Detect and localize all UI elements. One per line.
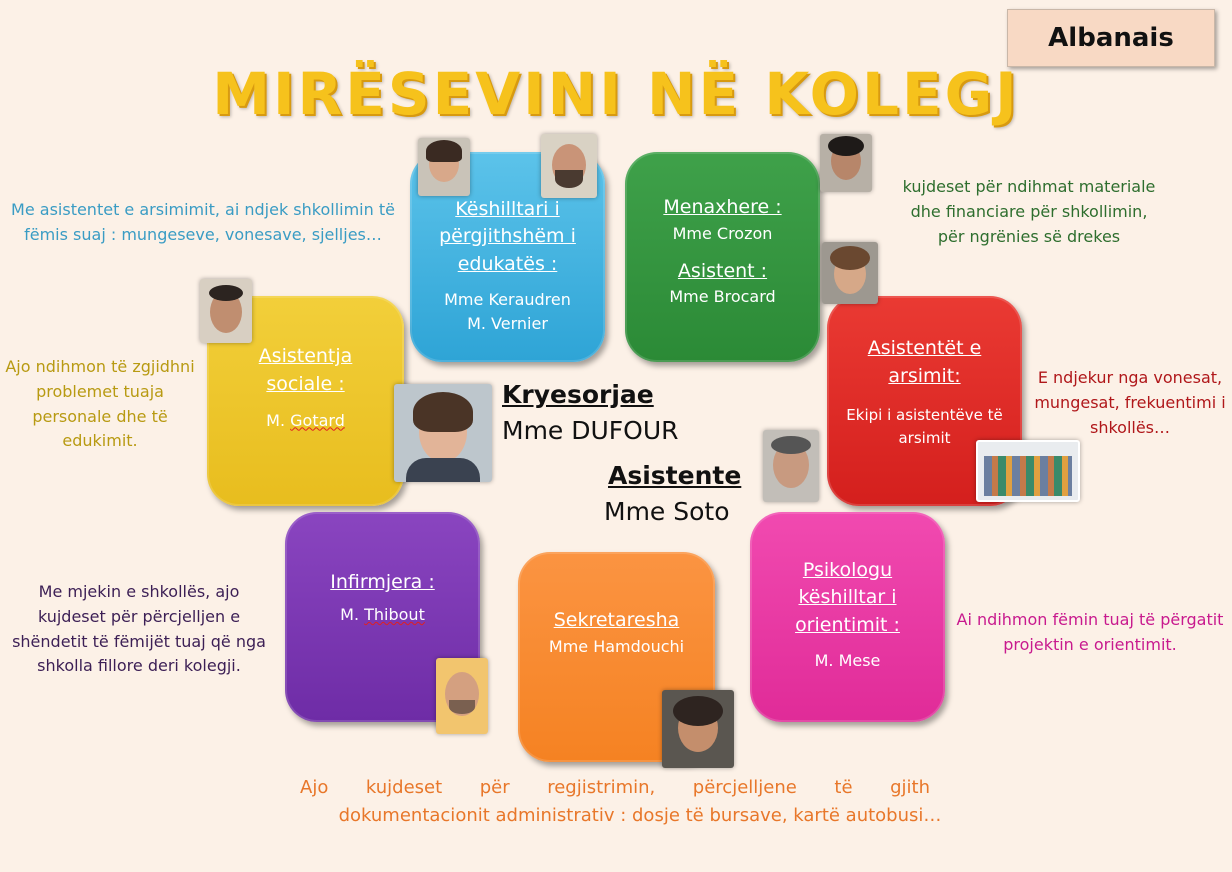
card-manager-name: Mme Crozon bbox=[672, 223, 773, 243]
card-psy-name: M. Mese bbox=[814, 651, 881, 671]
card-nurse-name: M. Thibout bbox=[340, 604, 425, 624]
card-assistant-name: Mme Brocard bbox=[669, 287, 776, 307]
manager-photo bbox=[820, 134, 872, 192]
desc-psy: Ai ndihmon fëmin tuaj të përgatit projektin e orientimit. bbox=[956, 610, 1224, 654]
cpe-photo-2 bbox=[541, 134, 597, 198]
card-secretary-role: Sekretaresha bbox=[553, 609, 680, 632]
social-photo bbox=[200, 279, 252, 343]
desc-nurse: Me mjekin e shkollës, ajo kujdeset për përcjelljen e shëndetit të fëmijët tuaj që nga shkolla fillore deri kolegji. bbox=[12, 582, 266, 676]
assistant-name: Mme Soto bbox=[604, 497, 730, 526]
assistant-photo bbox=[822, 242, 878, 304]
card-assistant-role: Asistent : bbox=[677, 259, 768, 282]
card-aed-role: Asistentët e arsimit: bbox=[867, 336, 982, 387]
card-aed-name: Ekipi i asistentëve të arsimit bbox=[846, 406, 1003, 447]
card-psy bbox=[750, 512, 945, 722]
desc-manager: kujdeset për ndihmat materiale dhe financiare për shkollimin, për ngrënies së drekes bbox=[902, 177, 1156, 246]
director-title: Kryesorjae bbox=[502, 380, 654, 409]
card-manager bbox=[625, 152, 820, 362]
card-secretary-name: Mme Hamdouchi bbox=[548, 636, 685, 656]
desc-social: Ajo ndihmon të zgjidhni problemet tuaja personale dhe të edukimit. bbox=[5, 357, 195, 451]
page-title: MIRËSEVINI NË KOLEGJ bbox=[212, 60, 1020, 128]
desc-cpe: Me asistentet e arsimimit, ai ndjek shkollimin të fëmis suaj : mungeseve, vonesave, sjelljes… bbox=[11, 200, 395, 244]
card-cpe-role: Këshilltari i përgjithshëm i edukatës : bbox=[439, 197, 576, 275]
card-social-name: M. Gotard bbox=[266, 410, 345, 430]
card-psy-role: Psikologu këshilltar i orientimit : bbox=[795, 558, 900, 636]
language-label[interactable]: Albanais bbox=[1007, 9, 1215, 67]
card-cpe-name-2: M. Vernier bbox=[467, 314, 548, 334]
assistant-title: Asistente bbox=[608, 461, 742, 490]
cpe-photo-1 bbox=[418, 138, 470, 196]
card-social-role: Asistentja sociale : bbox=[258, 345, 353, 395]
secretary-photo bbox=[662, 690, 734, 768]
assistant-soto-photo bbox=[763, 430, 819, 502]
card-manager-role: Menaxhere : bbox=[663, 196, 782, 218]
director-photo bbox=[394, 384, 492, 482]
desc-secretary-line1: Ajo kujdeset për regjistrimin, përcjelljene të gjith bbox=[300, 777, 930, 798]
aed-team-photo bbox=[976, 440, 1080, 502]
card-nurse-role: Infirmjera : bbox=[330, 571, 435, 594]
desc-aed: E ndjekur nga vonesat, mungesat, frekuentimi i shkollës… bbox=[1034, 368, 1226, 437]
director-name: Mme DUFOUR bbox=[502, 416, 679, 445]
nurse-photo bbox=[436, 658, 488, 734]
desc-secretary-line2: dokumentacionit administrativ : dosje të bursave, kartë autobusi… bbox=[338, 805, 942, 826]
card-cpe-name-1: Mme Keraudren bbox=[444, 290, 571, 310]
